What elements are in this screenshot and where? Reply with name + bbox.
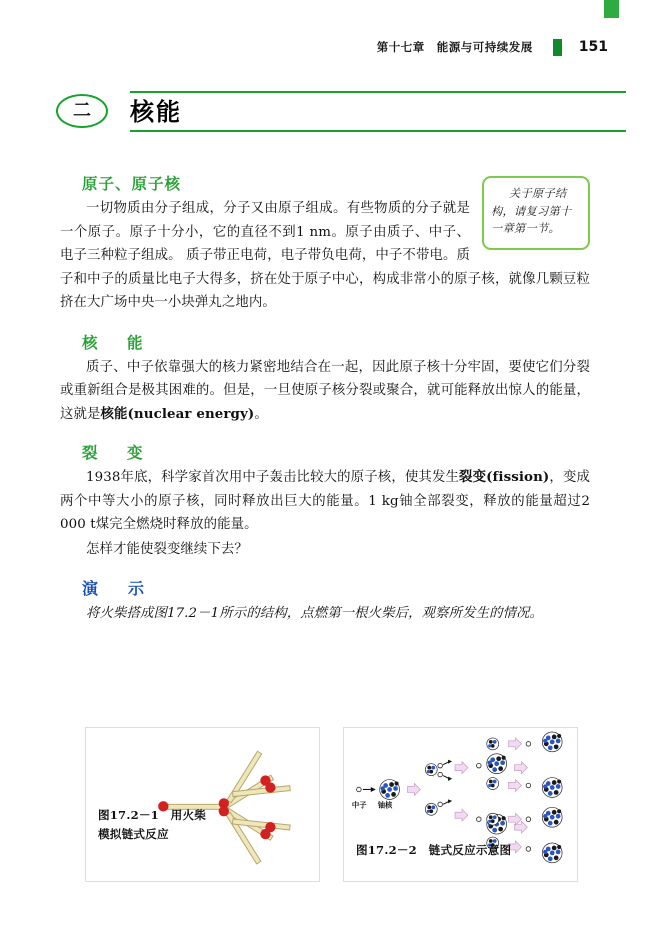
- uranium-nucleus: [380, 780, 400, 800]
- neutron: [357, 787, 362, 792]
- heading-demonstration: 演 示: [82, 579, 152, 598]
- para-text-pre: 质子、中子依靠强大的核力紧密地结合在一起，因此原子核十分牢固，要使它们分裂或重新组合是极其困难的。但是，一旦使原子核分裂或聚合，就可能释放出惊人的能量，这就是: [60, 359, 590, 422]
- neutron: [526, 817, 531, 822]
- reaction-arrow: [455, 809, 468, 821]
- paragraph-fission: [60, 466, 590, 537]
- section-number-badge: [56, 94, 108, 128]
- heading-fission: 裂 变: [82, 444, 150, 462]
- page-body: [60, 172, 590, 641]
- reaction-arrow: [515, 762, 528, 774]
- reaction-arrow: [455, 762, 468, 774]
- fission-fragment: [425, 803, 437, 815]
- term-fission: 裂变(fission): [459, 469, 550, 485]
- figure-match-chain: [85, 727, 320, 882]
- section-number: 二: [73, 100, 91, 121]
- fission-fragment: [487, 778, 499, 790]
- label-neutron: 中子: [351, 800, 367, 810]
- match-head: [265, 822, 275, 832]
- uranium-nucleus: [487, 754, 507, 774]
- neutron: [438, 802, 443, 807]
- neutron: [438, 763, 443, 768]
- term-nuclear-energy: 核能(nuclear energy): [100, 405, 255, 422]
- paragraph-nuclear-energy: [60, 356, 590, 427]
- fission-fragment: [487, 813, 499, 825]
- neutron: [438, 772, 443, 777]
- figure-row: [0, 727, 650, 897]
- heading-atoms: 原子、原子核: [82, 175, 182, 193]
- uranium-nucleus: [542, 732, 562, 752]
- para-text-post: 。: [254, 406, 268, 422]
- fission-fragment: [425, 764, 437, 776]
- margin-note: [482, 176, 590, 250]
- fission-fragment: [487, 738, 499, 750]
- paragraph-fission-question: 怎样才能使裂变继续下去？: [86, 541, 248, 557]
- match-head: [219, 806, 229, 816]
- uranium-nucleus: [542, 807, 562, 827]
- heading-nuclear-energy: 核 能: [82, 333, 150, 352]
- figure-match-chain-graphic: [86, 728, 319, 882]
- section-heading: 核能: [130, 98, 182, 126]
- para-text-pre: 1938年底，科学家首次用中子轰击比较大的原子核，使其发生: [86, 470, 460, 485]
- uranium-nucleus: [542, 778, 562, 798]
- block-demonstration: [60, 576, 590, 626]
- match-head: [265, 782, 275, 792]
- header-chapter-title: 第十七章 能源与可持续发展: [376, 40, 533, 54]
- paragraph-demonstration: 将火柴搭成图17.2－1所示的结构，点燃第一根火柴后，观察所发生的情况。: [86, 606, 544, 621]
- neutron: [526, 783, 531, 788]
- header-green-bar: [553, 39, 562, 56]
- para-text-post: ，变成两个中等大小的原子核，同时释放出巨大的能量。1 kg铀全部裂变，释放的能量超过2 000 t煤完全燃烧时释放的能量。: [60, 470, 590, 532]
- page-number: 151: [578, 39, 608, 55]
- reaction-arrow: [509, 738, 522, 750]
- section-rule-top: [130, 91, 626, 93]
- section-rule-bottom: [130, 130, 626, 132]
- neutron: [477, 763, 482, 768]
- neutron: [526, 742, 531, 747]
- running-header: [0, 36, 650, 58]
- page-edge-tab: [604, 0, 619, 18]
- block-atoms: [60, 172, 590, 315]
- figure-caption: 图17.2－2 链式反应示意图: [356, 843, 512, 857]
- figure-chain-reaction: [343, 727, 578, 882]
- figure-caption: 图17.2－1 用火柴模拟链式反应: [98, 808, 207, 841]
- paragraph-atoms: 一切物质由分子组成，分子又由原子组成。有些物质的分子就是一个原子。原子十分小，它的直径不到1 nm。原子由质子、中子、电子三种粒子组成。 质子带正电荷，电子带负电荷，中子不带电。质子和中子的质量比电子大得多，挤在处于原子中心，构成非常小的原子核，就像几颗豆粒挤在大广场中央一小块弹丸之地内。: [60, 201, 590, 310]
- reaction-arrow: [407, 784, 420, 796]
- neutron: [477, 817, 482, 822]
- label-uranium-nucleus: 铀核: [377, 800, 393, 810]
- reaction-arrow: [509, 813, 522, 825]
- section-title: [56, 92, 626, 134]
- margin-note-text: 关于原子结构，请复习第十一章第一节。: [482, 176, 590, 250]
- reaction-arrow: [509, 780, 522, 792]
- block-fission: [60, 441, 590, 561]
- block-nuclear-energy: [60, 331, 590, 427]
